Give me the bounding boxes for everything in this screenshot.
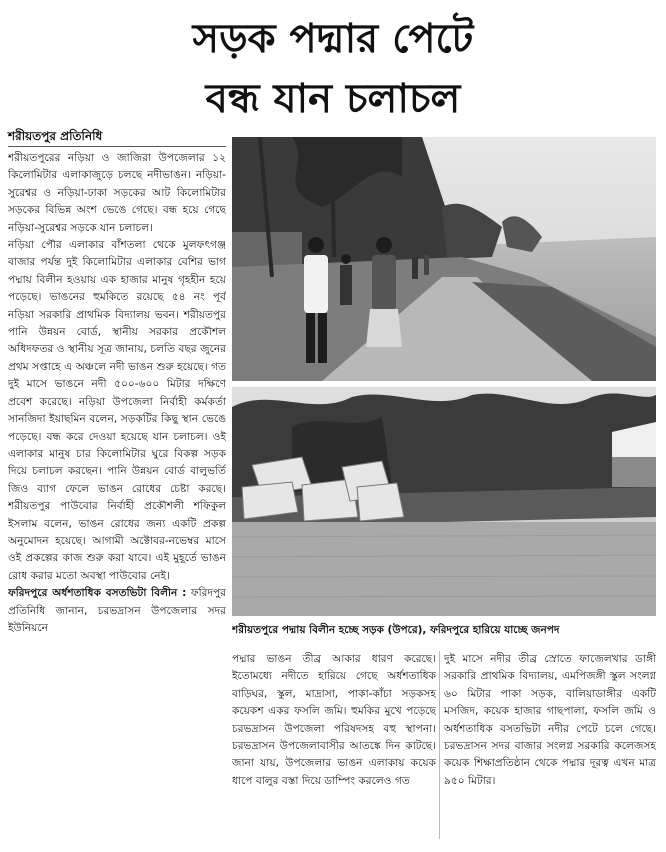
column-divider <box>439 651 440 839</box>
subhead: ফরিদপুরে অর্ধশতাধিক বসতভিটা বিলীন : <box>8 587 187 600</box>
headline <box>0 10 666 130</box>
subsection <box>8 585 226 637</box>
photo-caption: শরীয়তপুরে পদ্মায় বিলীন হচ্ছে সড়ক (উপরে), ফরিদপুরে হারিয়ে যাচ্ছে জনপদ <box>232 624 560 636</box>
byline: শরীয়তপুর প্রতিনিধি <box>8 127 226 147</box>
paragraph-1: শরীয়তপুরের নড়িয়া ও জাজিরা উপজেলার ১২ কিলোমিটার এলাকাজুড়ে চলছে নদীভাঙন। নড়িয়া-সুরেশ্বর ও নড়িয়া-ঢাকা সড়কের আট কিলোমিটার সড়কের বিভিন্ন অংশ ভেঙে গেছে। বন্ধ হয়ে গেছে নড়িয়া-সুরেশ্বর সড়কে যান চলাচল। <box>8 152 226 234</box>
article-column-3 <box>444 651 656 841</box>
headline-line-1: সড়ক পদ্মার পেটে <box>192 16 474 62</box>
photo-collapsed-buildings <box>232 387 656 616</box>
top-strip-cropped-text <box>0 0 666 10</box>
column-3-text: দুই মাসে নদীর তীব্র স্রোতে ফাজেলখার ডাঙ্গী সরকারি প্রাথমিক বিদ্যালয়, এমপিজঙ্গী স্কুল সংলগ্ন ৬০ মিটার পাকা সড়ক, বালিয়াডাঙ্গীর একটি মসজিদ, কয়েক হাজার গাছপালা, ফসলি জমি ও অর্ধশতাধিক বসতভিটা নদীর পেটে চলে গেছে। চরভদ্রাসন সদর বাজার সংলগ্ন সরকারি কলেজসহ কয়েক শিক্ষাপ্রতিষ্ঠান থেকে পদ্মার দূরত্ব এখন মাত্র ৯৫০ মিটার। <box>444 653 656 787</box>
headline-line-2: বন্ধ যান চলাচল <box>205 76 461 122</box>
subhead-text: ফরিদপুর প্রতিনিধি জানান, চরভদ্রাসন উপজেলার সদর ইউনিয়নে <box>8 587 226 634</box>
photo-eroded-road <box>232 137 656 381</box>
column-2-text: পদ্মার ভাঙন তীব্র আকার ধারণ করেছে। ইতোমধ্যে নদীতে হারিয়ে গেছে অর্ধশতাধিক বাড়িঘর, স্কুল, মাদ্রাসা, পাকা-কাঁচা সড়কসহ কয়েকশ একর ফসলি জমি। হুমকির মুখে পড়েছে চরভদ্রাসন উপজেলা পরিষদসহ বহু স্থাপনা। চরভদ্রাসন উপজেলাবাসীর আতঙ্কে দিন কাটছে। জানা যায়, উপজেলার ভাঙন এলাকায় কয়েক ধাপে বালুর বস্তা দিয়ে ডাম্পিং করলেও গত <box>232 653 436 787</box>
article-column-2 <box>232 651 436 841</box>
article-column-1 <box>8 150 226 840</box>
paragraph-2: নড়িয়া পৌর এলাকার বাঁশতলা থেকে মুলফৎগঞ্জ বাজার পর্যন্ত দুই কিলোমিটার এলাকার বেশির ভাগ পদ্মায় বিলীন হওয়ায় এক হাজার মানুষ গৃহহীন হয়ে পড়েছে। ভাঙনের হুমকিতে রয়েছে ৫৪ নং পূর্ব নড়িয়া সরকারি প্রাথমিক বিদ্যালয় ভবন। শরীয়তপুর পানি উন্নয়ন বোর্ড, স্থানীয় সরকার প্রকৌশল অধিদফতর ও স্থানীয় সূত্র জানায়, চলতি বছর জুনের প্রথম সপ্তাহে এ অঞ্চলে নদী ভাঙন শুরু হয়েছে। গত দুই মাসে ভাঙনে নদী ৫০০-৬০০ মিটার দক্ষিণে প্রবেশ করেছে। নড়িয়া উপজেলা নির্বাহী কর্মকর্তা সানজিদা ইয়াছমিন বলেন, সড়কটির কিছু স্থান ভেঙে পড়েছে। বন্ধ করে দেওয়া হয়েছে যান চলাচল। ওই এলাকার মানুষ চার কিলোমিটার ঘুরে বিকল্প সড়ক দিয়ে চলাচল করছেন। পানি উন্নয়ন বোর্ড বালুভর্তি জিও ব্যাগ ফেলে ভাঙন রোধের চেষ্টা করছে। শরীয়তপুর পাউবোর নির্বাহী প্রকৌশলী শফিকুল ইসলাম বলেন, ভাঙন রোধের জন্য একটি প্রকল্প অনুমোদন হয়েছে। আগামী অক্টোবর-নভেম্বর মাসে ওই প্রকল্পের কাজ শুরু করা যাবে। এই মুহূর্তে ভাঙন রোধ করার মতো অবস্থা পাউবোর নেই। <box>8 239 226 582</box>
